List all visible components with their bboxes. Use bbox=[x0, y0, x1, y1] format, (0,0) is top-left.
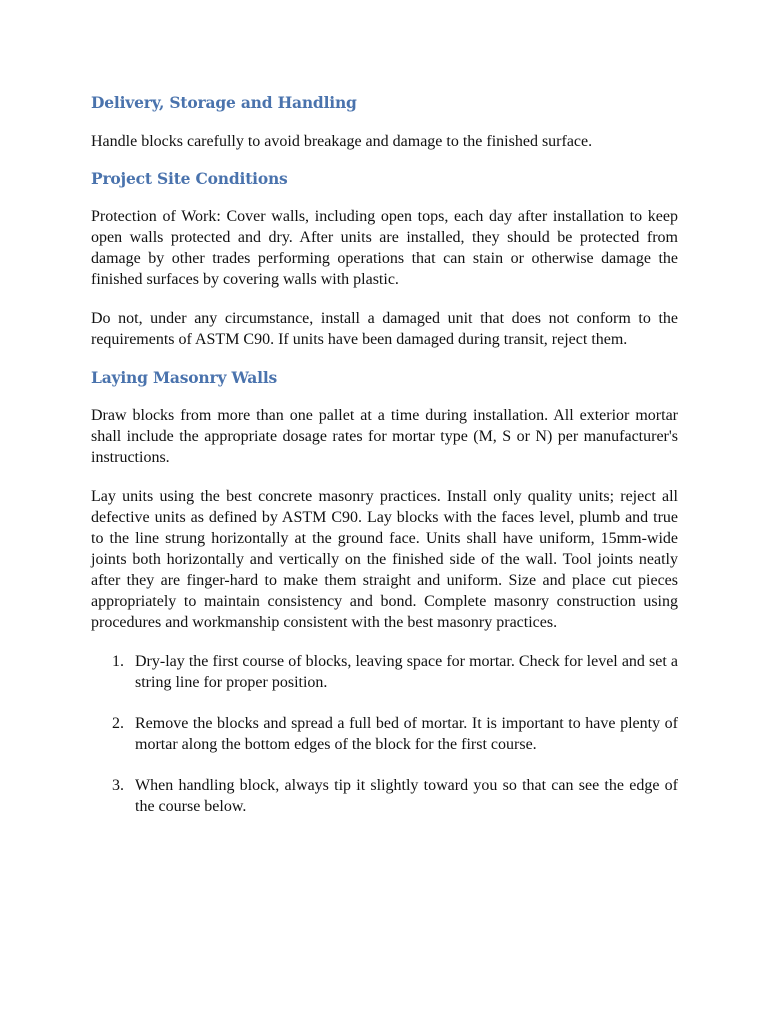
steps-list bbox=[91, 651, 678, 817]
section-heading-site-conditions: Project Site Conditions bbox=[91, 169, 288, 188]
section-heading-laying-walls: Laying Masonry Walls bbox=[91, 368, 278, 387]
list-item-number: 2. bbox=[112, 715, 124, 732]
document-page bbox=[91, 91, 678, 837]
list-item-text: Dry-lay the first course of blocks, leaving space for mortar. Check for level and set a string line for proper position. bbox=[135, 653, 678, 691]
paragraph-handle-blocks: Handle blocks carefully to avoid breakage and damage to the finished surface. bbox=[91, 133, 593, 150]
list-item-number: 1. bbox=[112, 653, 124, 670]
paragraph-draw-blocks: Draw blocks from more than one pallet at a time during installation. All exterior mortar shall include the appropriate dosage rates for mortar type (M, S or N) per manufacturer's instructions. bbox=[91, 407, 678, 466]
paragraph-lay-units: Lay units using the best concrete masonry practices. Install only quality units; reject all defective units as defined by ASTM C90. Lay blocks with the faces level, plumb and true to the line strung horizontally at the ground face. Units shall have uniform, 15mm-wide joints both horizontally and vertically on the finished side of the wall. Tool joints neatly after they are finger-hard to make them straight and uniform. Size and place cut pieces appropriately to maintain consistency and bond. Complete masonry construction using procedures and workmanship consistent with the best masonry practices. bbox=[91, 488, 678, 631]
list-item bbox=[91, 775, 678, 817]
paragraph-damaged-units: Do not, under any circumstance, install a damaged unit that does not conform to the requirements of ASTM C90. If units have been damaged during transit, reject them. bbox=[91, 310, 678, 348]
section-heading-delivery: Delivery, Storage and Handling bbox=[91, 93, 357, 112]
list-item bbox=[91, 651, 678, 693]
list-item-text: When handling block, always tip it slightly toward you so that can see the edge of the course below. bbox=[135, 777, 678, 815]
list-item-number: 3. bbox=[112, 777, 124, 794]
list-item-text: Remove the blocks and spread a full bed of mortar. It is important to have plenty of mortar along the bottom edges of the block for the first course. bbox=[135, 715, 678, 753]
paragraph-protection-of-work: Protection of Work: Cover walls, including open tops, each day after installation to keep open walls protected and dry. After units are installed, they should be protected from damage by other trades performing operations that can stain or otherwise damage the finished surfaces by covering walls with plastic. bbox=[91, 208, 678, 288]
list-item bbox=[91, 713, 678, 755]
